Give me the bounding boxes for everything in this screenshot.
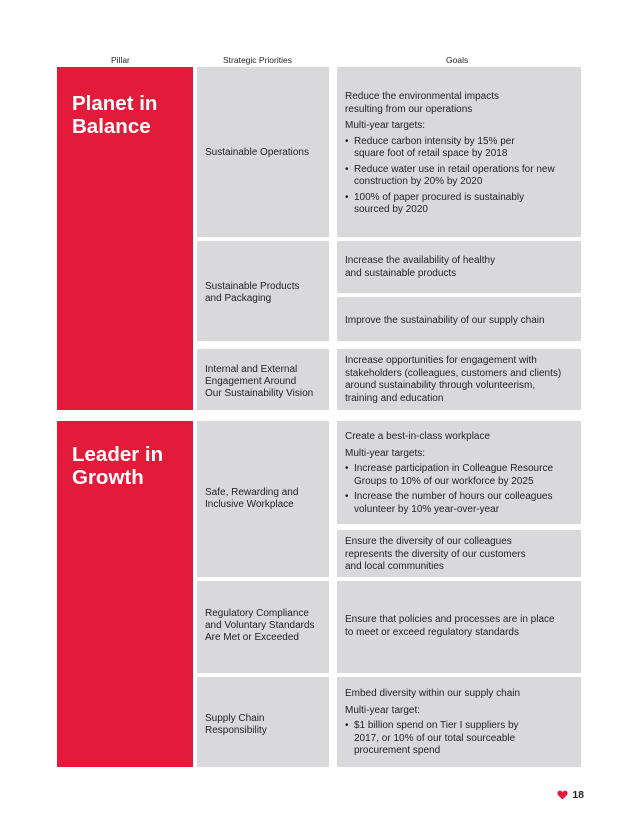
column-header-goals: Goals (446, 55, 469, 65)
goal-bullet: • Increase participation in Colleague Resource Groups to 10% of our workforce by 2025 (345, 463, 575, 488)
goal-bullet: • Reduce carbon intensity by 15% per square foot of retail space by 2018 (345, 136, 575, 161)
priority-label: Sustainable Operations (205, 147, 309, 158)
priority-label: Safe, Rewarding and Inclusive Workplace (205, 487, 299, 510)
priority-cell (197, 67, 329, 237)
priority-cell (197, 677, 329, 767)
goal-cell (337, 241, 581, 293)
pillar-title: Leader in Growth (72, 443, 164, 489)
goal-cell (337, 297, 581, 341)
goal-bullet-list (345, 720, 575, 758)
page-footer (557, 789, 584, 801)
column-header-pillar: Pillar (111, 55, 130, 65)
goal-bullet-list (345, 463, 575, 516)
goal-text: Reduce the environmental impacts resulting from our operations (345, 91, 499, 115)
pillar-title: Planet in Balance (72, 92, 158, 138)
goal-cell (337, 530, 581, 577)
goal-subheading: Multi-year target: (345, 704, 421, 716)
goal-cell (337, 421, 581, 524)
goal-text: Embed diversity within our supply chain (345, 688, 521, 699)
priority-label: Sustainable Products and Packaging (205, 281, 300, 304)
goal-cell (337, 581, 581, 673)
goal-text: Increase opportunities for engagement with stakeholders (colleagues, customers and clients) around sustainability through volunteerism, training and education (345, 355, 562, 404)
goal-cell (337, 67, 581, 237)
goal-bullet: • 100% of paper procured is sustainably sourced by 2020 (345, 192, 575, 217)
goal-cell (337, 677, 581, 767)
priority-label: Supply Chain Responsibility (205, 713, 267, 736)
page-number: 18 (572, 789, 584, 801)
goal-text: Increase the availability of healthy and sustainable products (345, 255, 496, 279)
goal-subheading: Multi-year targets: (345, 120, 426, 131)
priority-cell (197, 581, 329, 673)
goal-bullet: • Increase the number of hours our colleagues volunteer by 10% year-over-year (345, 491, 575, 516)
heart-icon (557, 790, 568, 800)
pillar-planet-in-balance (57, 67, 193, 410)
goal-bullet: • $1 billion spend on Tier I suppliers by 2017, or 10% of our total sourceable procurement spend (345, 720, 575, 758)
column-header-priorities: Strategic Priorities (223, 55, 292, 65)
goal-text: Improve the sustainability of our supply chain (345, 315, 545, 326)
priority-cell (197, 421, 329, 577)
goal-bullet-list (345, 136, 575, 217)
goal-cell (337, 349, 581, 410)
goal-text: Ensure that policies and processes are in place to meet or exceed regulatory standards (345, 614, 555, 638)
goal-text: Ensure the diversity of our colleagues represents the diversity of our customers and local communities (345, 536, 526, 572)
priority-cell (197, 241, 329, 341)
goal-subheading: Multi-year targets: (345, 447, 426, 459)
pillar-leader-in-growth (57, 421, 193, 767)
goal-bullet: • Reduce water use in retail operations for new construction by 20% by 2020 (345, 164, 575, 189)
priority-cell (197, 349, 329, 410)
priority-label: Internal and External Engagement Around Our Sustainability Vision (205, 364, 314, 399)
goal-text: Create a best-in-class workplace (345, 431, 491, 442)
priority-label: Regulatory Compliance and Voluntary Standards Are Met or Exceeded (205, 608, 315, 643)
